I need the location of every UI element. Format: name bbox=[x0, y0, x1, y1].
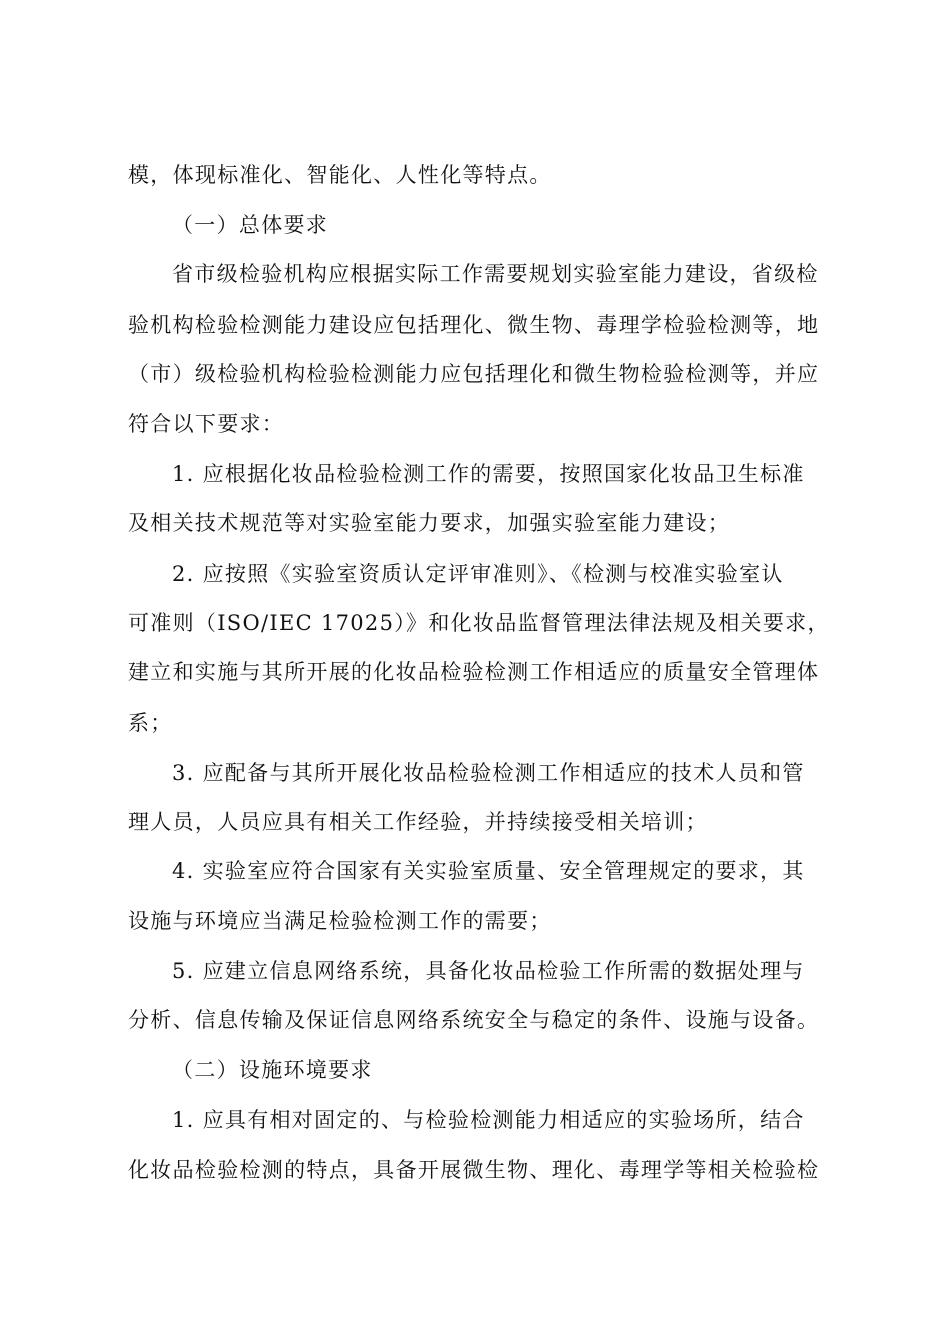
text-line: 系； bbox=[128, 711, 173, 735]
text-line: 建立和实施与其所开展的化妆品检验检测工作相适应的质量安全管理体 bbox=[128, 660, 820, 684]
list-item: 2. 应按照《实验室资质认定评审准则》、《检测与校准实验室认 bbox=[172, 562, 784, 586]
text-line: 及相关技术规范等对实验室能力要求，加强实验室能力建设； bbox=[128, 511, 731, 535]
text-line: （市）级检验机构检验检测能力应包括理化和微生物检验检测等，并应 bbox=[128, 362, 820, 386]
text-line: 省市级检验机构应根据实际工作需要规划实验室能力建设，省级检 bbox=[172, 262, 819, 286]
text-line: 理人员，人员应具有相关工作经验，并持续接受相关培训； bbox=[128, 810, 708, 834]
section-heading: （一）总体要求 bbox=[172, 213, 329, 237]
text-line: 符合以下要求： bbox=[128, 412, 285, 436]
text-line: 分析、信息传输及保证信息网络系统安全与稳定的条件、设施与设备。 bbox=[128, 1008, 820, 1032]
section-heading: （二）设施环境要求 bbox=[172, 1058, 373, 1082]
list-item: 1. 应具有相对固定的、与检验检测能力相适应的实验场所，结合 bbox=[172, 1108, 805, 1132]
list-item: 5. 应建立信息网络系统，具备化妆品检验工作所需的数据处理与 bbox=[172, 959, 805, 983]
list-item: 3. 应配备与其所开展化妆品检验检测工作相适应的技术人员和管 bbox=[172, 761, 805, 785]
list-item: 4. 实验室应符合国家有关实验室质量、安全管理规定的要求，其 bbox=[172, 859, 805, 883]
text-line: 可准则（ISO/IEC 17025）》和化妆品监督管理法律法规及相关要求， bbox=[128, 611, 830, 635]
text-line: 验机构检验检测能力建设应包括理化、微生物、毒理学检验检测等，地 bbox=[128, 313, 820, 337]
text-line: 模，体现标准化、智能化、人性化等特点。 bbox=[128, 163, 552, 187]
text-line: 化妆品检验检测的特点，具备开展微生物、理化、毒理学等相关检验检 bbox=[128, 1158, 820, 1182]
text-line: 设施与环境应当满足检验检测工作的需要； bbox=[128, 909, 552, 933]
list-item: 1. 应根据化妆品检验检测工作的需要，按照国家化妆品卫生标准 bbox=[172, 462, 805, 486]
